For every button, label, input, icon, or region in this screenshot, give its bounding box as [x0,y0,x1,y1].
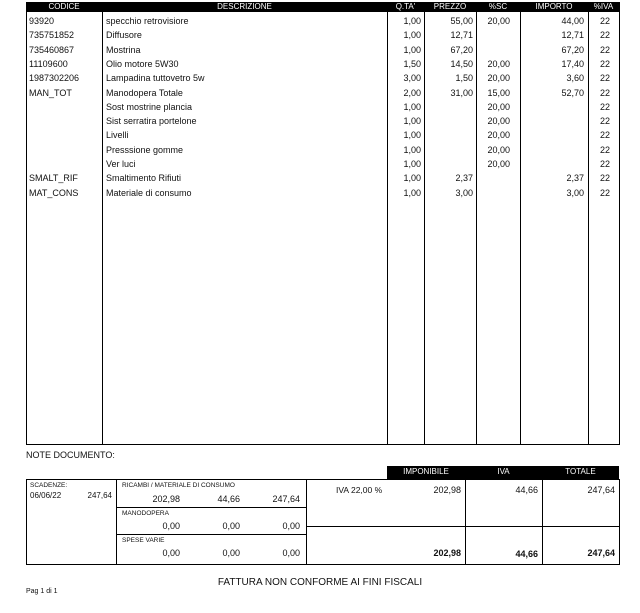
cell-descrizione: specchio retrovisiore [106,16,189,26]
spese-iva: 0,00 [222,548,240,558]
cell-importo: 3,60 [566,73,584,84]
cell-descrizione: Olio motore 5W30 [106,58,179,69]
cell-qta: 1,00 [403,130,421,141]
cell-iva: 22 [599,87,610,98]
cell-importo: 67,20 [561,44,584,55]
cell-codice: MAT_CONS [29,187,79,198]
page-number: Pag 1 di 1 [26,588,58,595]
cell-descrizione: Smaltimento Rifiuti [106,173,182,184]
cell-sc: 20,00 [487,144,510,155]
cell-codice: SMALT_RIF [29,173,78,184]
cell-descrizione: Presssione gomme [106,144,184,155]
summary-header-iva: IVA [497,467,510,476]
spese-totale: 0,00 [282,548,300,558]
cell-qta: 1,00 [403,116,421,127]
row-totale: 247,64 [587,485,615,495]
cell-qta: 1,00 [403,101,421,112]
total-imponibile: 202,98 [433,548,461,558]
ricambi-label: RICAMBI / MATERIALE DI CONSUMO [122,482,235,489]
cell-prezzo: 55,00 [450,16,473,26]
cell-descrizione: Materiale di consumo [106,187,192,198]
cell-qta: 1,00 [403,159,421,169]
cell-importo: 12,71 [561,30,584,41]
cell-sc: 20,00 [487,101,510,112]
ricambi-imponibile: 202,98 [152,494,180,504]
cell-sc: 20,00 [487,159,510,169]
cell-descrizione: Manodopera Totale [106,87,183,98]
total-iva: 44,66 [515,549,538,559]
cell-sc: 20,00 [487,130,510,141]
cell-iva: 22 [599,130,610,141]
scadenza-date: 06/06/22 [30,491,62,500]
cell-sc: 20,00 [487,58,510,69]
cell-prezzo: 12,71 [450,30,473,41]
cell-importo: 44,00 [561,16,584,26]
cell-iva: 22 [599,101,610,112]
cell-iva: 22 [599,44,610,55]
cell-iva: 22 [599,187,610,198]
cell-qta: 1,00 [403,173,421,184]
col-header-prezzo: PREZZO [433,2,467,11]
cell-iva: 22 [599,16,610,26]
cell-qta: 1,00 [403,44,421,55]
col-header-codice: CODICE [48,2,80,11]
col-header-descrizione: DESCRIZIONE [217,2,272,11]
cell-codice: 735751852 [29,30,75,41]
cell-descrizione: Ver luci [106,159,136,169]
cell-prezzo: 14,50 [450,58,473,69]
cell-prezzo: 31,00 [450,87,473,98]
cell-sc: 20,00 [487,116,510,127]
cell-prezzo: 1,50 [455,73,473,84]
cell-importo: 2,37 [566,173,584,184]
cell-descrizione: Lampadina tuttovetro 5w [106,73,205,84]
manodopera-totale: 0,00 [282,521,300,531]
cell-descrizione: Sist serratira portelone [106,116,197,127]
scadenza-amount: 247,64 [87,491,112,500]
cell-iva: 22 [599,58,610,69]
disclaimer: FATTURA NON CONFORME AI FINI FISCALI [217,577,423,588]
col-header-iva: %IVA [593,2,614,11]
manodopera-label: MANODOPERA [122,510,169,517]
cell-iva: 22 [599,116,610,127]
cell-prezzo: 2,37 [455,173,473,184]
cell-sc: 20,00 [487,16,510,26]
cell-importo: 17,40 [561,58,584,69]
cell-descrizione: Diffusore [106,30,142,41]
cell-qta: 1,00 [403,30,421,41]
cell-qta: 1,00 [403,16,421,26]
ricambi-iva: 44,66 [217,494,240,504]
cell-qta: 1,00 [403,144,421,155]
total-totale: 247,64 [587,548,615,558]
cell-codice: 1987302206 [29,73,80,84]
cell-qta: 1,00 [403,187,421,198]
cell-iva: 22 [599,173,610,184]
summary-header-imponibile: IMPONIBILE [403,467,449,476]
cell-qta: 1,50 [403,58,421,69]
cell-codice: 11109600 [29,58,68,69]
cell-prezzo: 3,00 [455,187,473,198]
iva-rate: IVA 22,00 % [336,485,383,495]
cell-codice: MAN_TOT [29,87,72,98]
cell-descrizione: Mostrina [106,44,141,55]
col-header-qta: Q.TA' [395,2,416,11]
manodopera-imponibile: 0,00 [162,521,180,531]
col-header-sc: %SC [488,2,508,11]
cell-descrizione: Livelli [106,130,129,141]
ricambi-totale: 247,64 [272,494,300,504]
cell-codice: 735460867 [29,44,75,55]
cell-codice: 93920 [29,16,55,26]
cell-iva: 22 [599,73,610,84]
cell-sc: 20,00 [487,73,510,84]
scadenze-label: SCADENZE: [30,482,68,489]
summary-header-totale: TOTALE [565,467,596,476]
spese-label: SPESE VARIE [122,537,165,544]
cell-iva: 22 [599,30,610,41]
manodopera-iva: 0,00 [222,521,240,531]
row-iva: 44,66 [515,485,538,495]
cell-sc: 15,00 [487,87,510,98]
cell-descrizione: Sost mostrine plancia [106,101,193,112]
col-header-importo: IMPORTO [535,2,573,11]
cell-qta: 3,00 [403,73,421,84]
cell-iva: 22 [599,144,610,155]
notes-label: NOTE DOCUMENTO: [26,450,115,460]
row-imponibile: 202,98 [433,485,461,495]
spese-imponibile: 0,00 [162,548,180,558]
cell-prezzo: 67,20 [450,44,473,55]
cell-qta: 2,00 [403,87,421,98]
cell-importo: 3,00 [566,187,584,198]
cell-importo: 52,70 [561,87,584,98]
cell-iva: 22 [599,159,610,169]
